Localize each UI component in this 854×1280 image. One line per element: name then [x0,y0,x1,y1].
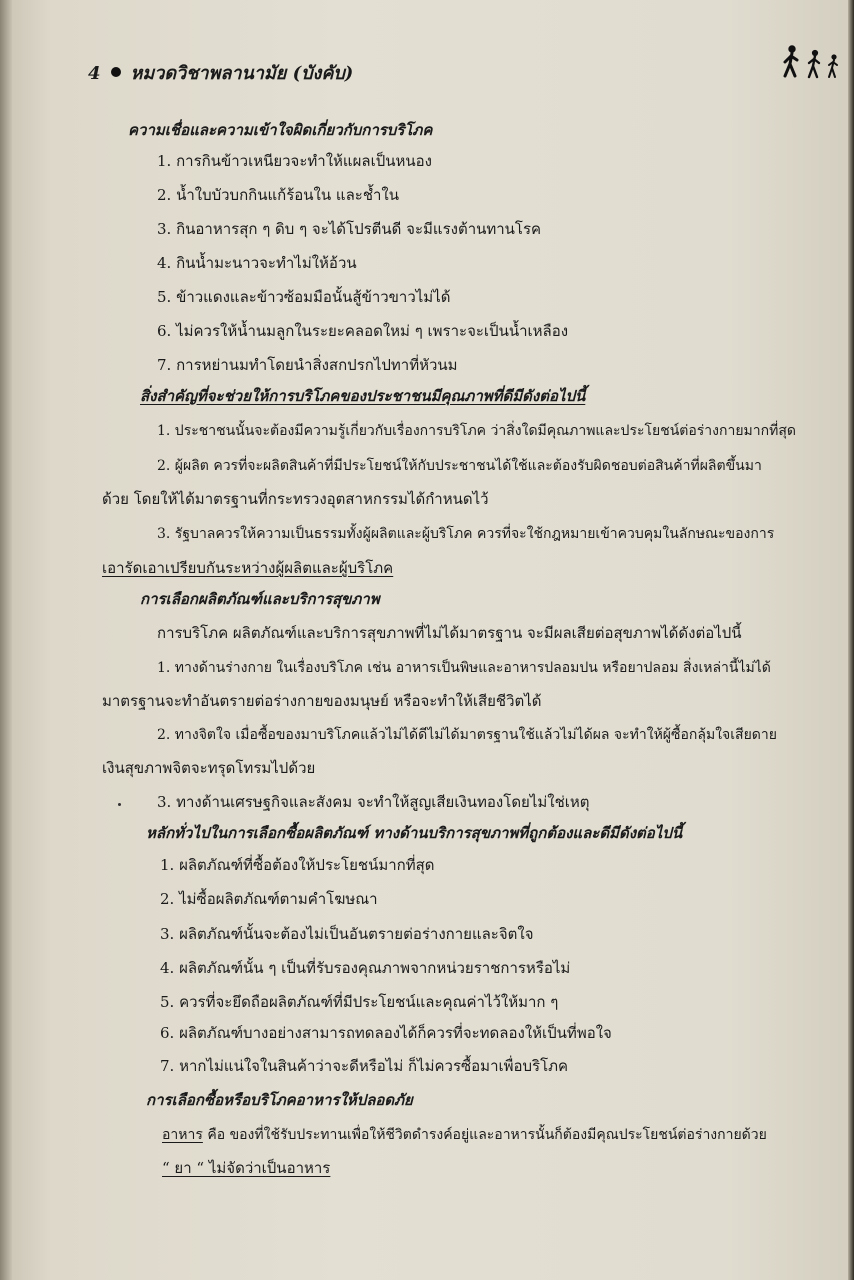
section-heading-misconceptions: ความเชื่อและความเข้าใจผิดเกี่ยวกับการบริโภค [128,121,433,139]
list-item: 7. การหย่านมทำโดยนำสิ่งสกปรกไปทาที่หัวนม [157,356,458,374]
paragraph-item: 2. ทางจิตใจ เมื่อซื้อของมาบริโภคแล้วไม่ได้ดีไม่ได้มาตรฐานใช้แล้วไม่ได้ผล จะทำให้ผู้ซื้อกลุ้มใจเสียดาย [157,727,777,743]
page-edge [848,0,854,1280]
paragraph-continuation: มาตรฐานจะทำอันตรายต่อร่างกายของมนุษย์ หรือจะทำให้เสียชีวิตได้ [102,692,542,710]
list-item: 6. ไม่ควรให้น้ำนมลูกในระยะคลอดใหม่ ๆ เพราะจะเป็นน้ำเหลือง [157,322,569,340]
paragraph-item: 1. ทางด้านร่างกาย ในเรื่องบริโภค เช่น อาหารเป็นพิษและอาหารปลอมปน หรือยาปลอม สิ่งเหล่านี้ไม่ได้ [157,660,771,676]
list-item: 5. ควรที่จะยึดถือผลิตภัณฑ์ที่มีประโยชน์และคุณค่าไว้ให้มาก ๆ [160,993,559,1011]
bullet-icon [111,67,121,77]
section-heading-health-products: การเลือกผลิตภัณฑ์และบริการสุขภาพ [140,590,380,608]
term-food: อาหาร [162,1127,203,1143]
paragraph-item: 3. ทางด้านเศรษฐกิจและสังคม จะทำให้สูญเสียเงินทองโดยไม่ใช่เหตุ [157,793,590,811]
list-item: 7. หากไม่แน่ใจในสินค้าว่าจะดีหรือไม่ ก็ไม่ควรซื้อมาเพื่อบริโภค [160,1057,569,1075]
paragraph-item: 3. รัฐบาลควรให้ความเป็นธรรมทั้งผู้ผลิตและผู้บริโภค ควรที่จะใช้กฎหมายเข้าควบคุมในลักษณะของการ [157,526,775,542]
paragraph-item: 2. ผู้ผลิต ควรที่จะผลิตสินค้าที่มีประโยชน์ให้กับประชาชนได้ใช้และต้องรับผิดชอบต่อสินค้าที่ผลิตขึ้นมา [157,458,762,474]
page-header [88,58,353,87]
paragraph-continuation: เงินสุขภาพจิตจะทรุดโทรมไปด้วย [102,759,316,777]
page-gutter-shadow [0,0,12,1280]
chapter-title: หมวดวิชาพลานามัย (บังคับ) [130,63,354,84]
list-item: 3. ผลิตภัณฑ์นั้นจะต้องไม่เป็นอันตรายต่อร่างกายและจิตใจ [160,925,534,943]
food-definition [162,1125,767,1145]
paragraph-continuation: ด้วย โดยให้ได้มาตรฐานที่กระทรวงอุตสาหกรรมได้กำหนดไว้ [102,490,489,508]
list-item: 3. กินอาหารสุก ๆ ดิบ ๆ จะได้โปรตีนดี จะมีแรงต้านทานโรค [157,220,542,238]
list-item: 5. ข้าวแดงและข้าวซ้อมมือนั้นสู้ข้าวขาวไม่ได้ [157,288,451,306]
speck [118,803,121,806]
paragraph-item: 1. ประชาชนนั้นจะต้องมีความรู้เกี่ยวกับเรื่องการบริโภค ว่าสิ่งใดมีคุณภาพและประโยชน์ต่อร่างกายมากที่สุด [157,423,796,439]
definition-text: คือ ของที่ใช้รับประทานเพื่อให้ชีวิตดำรงค์อยู่และอาหารนั้นก็ต้องมีคุณประโยชน์ต่อร่างกายด้วย [202,1127,767,1143]
list-item: 2. ไม่ซื้อผลิตภัณฑ์ตามคำโฆษณา [160,890,378,908]
page-number: 4 [88,63,101,84]
list-item: 1. ผลิตภัณฑ์ที่ซื้อต้องให้ประโยชน์มากที่สุด [160,856,435,874]
paragraph-continuation: เอารัดเอาเปรียบกันระหว่างผู้ผลิตและผู้บริโภค [102,559,394,577]
section-heading-buying-principles: หลักทั่วไปในการเลือกซื้อผลิตภัณฑ์ ทางด้านบริการสุขภาพที่ถูกต้องและดีมีดังต่อไปนี้ [146,824,683,842]
walking-people-icon [780,44,844,80]
paragraph-intro: การบริโภค ผลิตภัณฑ์และบริการสุขภาพที่ไม่ได้มาตรฐาน จะมีผลเสียต่อสุขภาพได้ดังต่อไปนี้ [157,624,742,642]
section-heading-safe-food: การเลือกซื้อหรือบริโภคอาหารให้ปลอดภัย [146,1091,413,1109]
list-item: 4. ผลิตภัณฑ์นั้น ๆ เป็นที่รับรองคุณภาพจากหน่วยราชการหรือไม่ [160,959,571,977]
section-heading-quality-consumption: สิ่งสำคัญที่จะช่วยให้การบริโภคของประชาชนมีคุณภาพที่ดีมีดังต่อไปนี้ [140,387,586,405]
list-item: 4. กินน้ำมะนาวจะทำไม่ให้อ้วน [157,254,357,272]
list-item: 1. การกินข้าวเหนียวจะทำให้แผลเป็นหนอง [157,152,432,170]
medicine-note: “ ยา “ ไม่จัดว่าเป็นอาหาร [162,1159,331,1177]
list-item: 2. น้ำใบบัวบกกินแก้ร้อนใน และช้ำใน [157,186,399,204]
list-item: 6. ผลิตภัณฑ์บางอย่างสามารถทดลองได้ก็ควรที่จะทดลองให้เป็นที่พอใจ [160,1024,612,1042]
